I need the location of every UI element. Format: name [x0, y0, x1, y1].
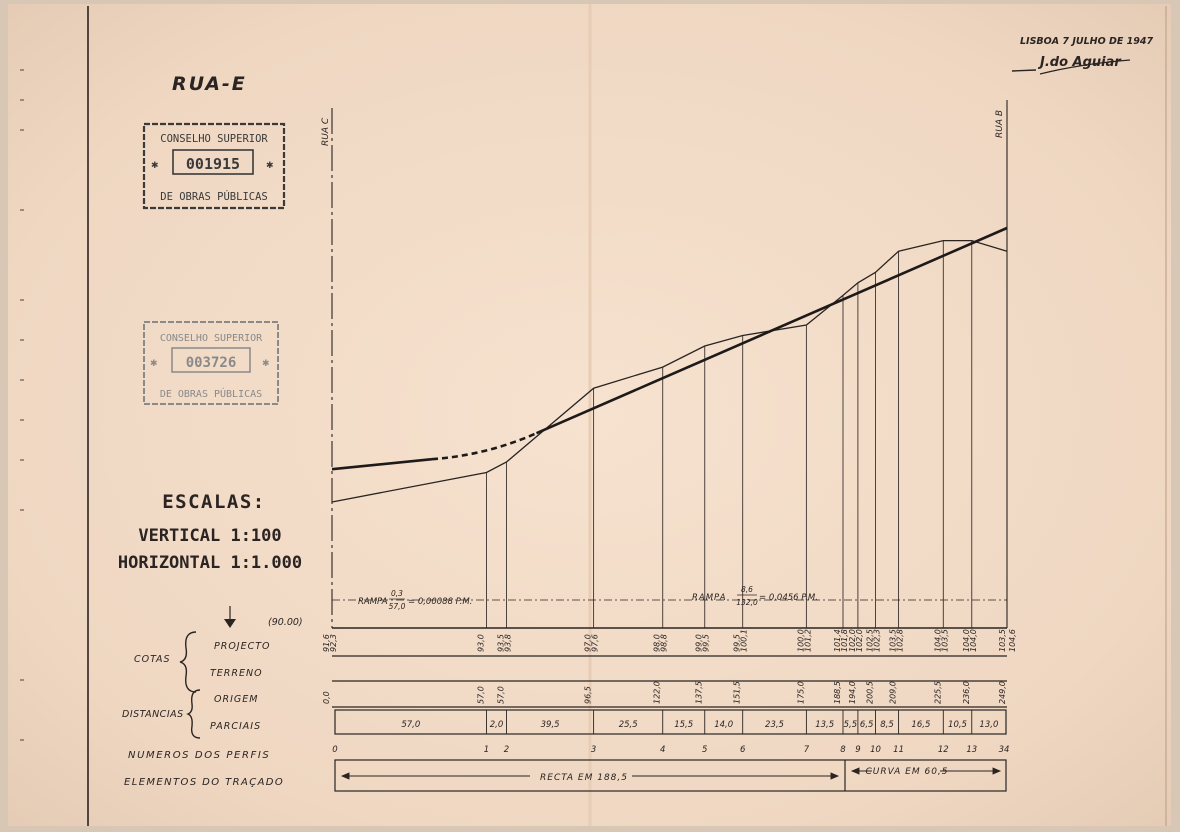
origem-value: 122,0: [652, 681, 662, 704]
label-origem: ORIGEM: [214, 694, 259, 705]
perfil-number: 8: [840, 745, 846, 755]
scales-heading: ESCALAS:: [162, 491, 266, 513]
drawing-title: RUA-E: [172, 73, 247, 95]
projecto-value: 93,8: [503, 634, 513, 652]
projecto-value: 104,0: [968, 629, 978, 652]
projecto-value: 102,3: [872, 629, 882, 652]
terreno-value: 104,0: [961, 629, 971, 652]
stamp-2-bottom: DE OBRAS PÚBLICAS: [159, 389, 263, 400]
projecto-value: 104,6: [1008, 629, 1017, 652]
ramp2-prefix: RAMPA: [692, 593, 727, 603]
recta-label: RECTA EM 188,5: [540, 773, 628, 783]
perfil-number: 3: [590, 745, 597, 755]
ramp2-den: 132,0: [736, 598, 758, 607]
projecto-value: 102,8: [895, 629, 905, 652]
parcial-value: 13,5: [815, 720, 835, 730]
projecto-value: 92,3: [329, 634, 338, 652]
parcial-value: 15,5: [674, 720, 694, 730]
terreno-value: 91,6: [322, 634, 331, 652]
projecto-value: 100,1: [739, 629, 749, 652]
date-line: LISBOA 7 JULHO DE 1947: [1020, 36, 1154, 47]
parcial-value: 25,5: [618, 720, 638, 730]
label-projecto: PROJECTO: [214, 641, 271, 652]
label-distancias: DISTANCIAS: [122, 709, 184, 720]
label-terreno: TERRENO: [210, 668, 263, 679]
ramp1-prefix: RAMPA: [358, 597, 388, 607]
parcial-value: 8,5: [880, 720, 894, 730]
ramp2-value: = 0,0456 P.M.: [759, 593, 818, 603]
perfil-number: 9: [855, 745, 861, 755]
perfil-number: 4: [659, 745, 666, 755]
ramp2-num: 8,6: [741, 585, 753, 594]
stamp-2-top: CONSELHO SUPERIOR: [159, 333, 263, 344]
perfil-number: 11: [893, 745, 905, 755]
parcial-value: 23,5: [765, 720, 784, 730]
scale-vertical: VERTICAL 1:100: [138, 526, 282, 546]
terreno-value: 99,5: [732, 634, 742, 652]
perfil-number: 13: [966, 745, 978, 755]
origem-value: 57,0: [476, 686, 486, 704]
terreno-value: 103,5: [888, 629, 898, 652]
terreno-value: 100,0: [796, 629, 806, 652]
terreno-value: 93,5: [496, 634, 506, 652]
svg-text:✱: ✱: [262, 359, 270, 369]
parcial-value: 57,0: [401, 720, 421, 730]
terreno-value: 102,5: [865, 629, 875, 652]
parcial-value: 10,5: [948, 720, 967, 730]
svg-text:✱: ✱: [266, 161, 274, 171]
origem-value: 57,0: [496, 686, 506, 704]
origem-value: 194,0: [847, 681, 857, 704]
label-cotas: COTAS: [134, 654, 171, 665]
parcial-value: 39,5: [540, 720, 560, 730]
parcial-value: 6,5: [859, 720, 874, 730]
perfil-number: 34: [998, 745, 1010, 755]
perfil-number: 0: [332, 745, 338, 755]
projecto-value: 99,5: [701, 634, 711, 652]
origem-value: 236,0: [961, 681, 971, 704]
projecto-value: 103,5: [940, 629, 950, 652]
ramp1-den: 57,0: [388, 602, 406, 611]
origem-value: 96,5: [583, 686, 593, 704]
projecto-value: 101,2: [803, 629, 813, 652]
terreno-value: 93,0: [476, 634, 486, 652]
terreno-value: 98,0: [652, 634, 662, 652]
ramp1-num: 0,3: [391, 589, 403, 598]
terreno-value: 99,0: [694, 634, 704, 652]
street-left-label: RUA C: [321, 117, 331, 146]
perfil-number: 7: [803, 745, 810, 755]
signature: J.do Aguiar: [1040, 55, 1121, 70]
stamp-1-top: CONSELHO SUPERIOR: [160, 133, 268, 145]
stamp-1-number: 001915: [185, 155, 241, 173]
origem-value: 137,5: [694, 681, 704, 704]
parcial-value: 16,5: [911, 720, 931, 730]
street-right-label: RUA B: [995, 109, 1005, 138]
origem-value: 0,0: [322, 691, 331, 704]
origem-value: 209,0: [888, 681, 898, 704]
svg-text:✱: ✱: [150, 359, 158, 369]
perfil-number: 5: [701, 745, 708, 755]
terreno-value: 101,4: [833, 629, 842, 652]
terreno-value: 103,5: [998, 629, 1007, 652]
curva-label: CURVA EM 60,5: [865, 767, 949, 777]
perfil-number: 10: [870, 745, 881, 755]
projecto-value: 97,6: [590, 634, 600, 652]
ramp1-value: = 0,00088 P.M.: [408, 597, 473, 607]
origem-value: 151,5: [732, 681, 742, 704]
label-numeros: NUMEROS DOS PERFIS: [128, 750, 271, 761]
perfil-number: 1: [483, 745, 490, 755]
projecto-value: 98,8: [659, 634, 669, 652]
svg-text:✱: ✱: [151, 161, 159, 171]
perfil-number: 2: [503, 745, 510, 755]
parcial-value: 14,0: [714, 720, 734, 730]
parcial-value: 13,0: [979, 720, 999, 730]
projecto-value: 102,0: [854, 629, 864, 652]
perfil-number: 12: [937, 745, 949, 755]
origem-value: 200,5: [865, 681, 875, 704]
origem-value: 175,0: [796, 681, 806, 704]
stamp-1-bottom: DE OBRAS PÚBLICAS: [160, 191, 268, 203]
origem-value: 249,0: [998, 681, 1007, 704]
perfil-number: 6: [739, 745, 746, 755]
parcial-value: 5,5: [843, 720, 858, 730]
terreno-value: 97,0: [583, 634, 593, 652]
datum-label: (90.00): [268, 617, 303, 628]
label-elementos: ELEMENTOS DO TRAÇADO: [124, 777, 285, 788]
stamp-2-number: 003726: [185, 355, 237, 371]
projecto-value: 101,8: [840, 629, 849, 652]
parcial-value: 2,0: [489, 720, 504, 730]
origem-value: 225,5: [933, 681, 943, 704]
terreno-value: 104,0: [933, 629, 943, 652]
label-parciais: PARCIAIS: [210, 721, 262, 732]
origem-value: 188,5: [833, 681, 842, 704]
scale-horizontal: HORIZONTAL 1:1.000: [117, 553, 303, 573]
terreno-value: 102,0: [847, 629, 857, 652]
